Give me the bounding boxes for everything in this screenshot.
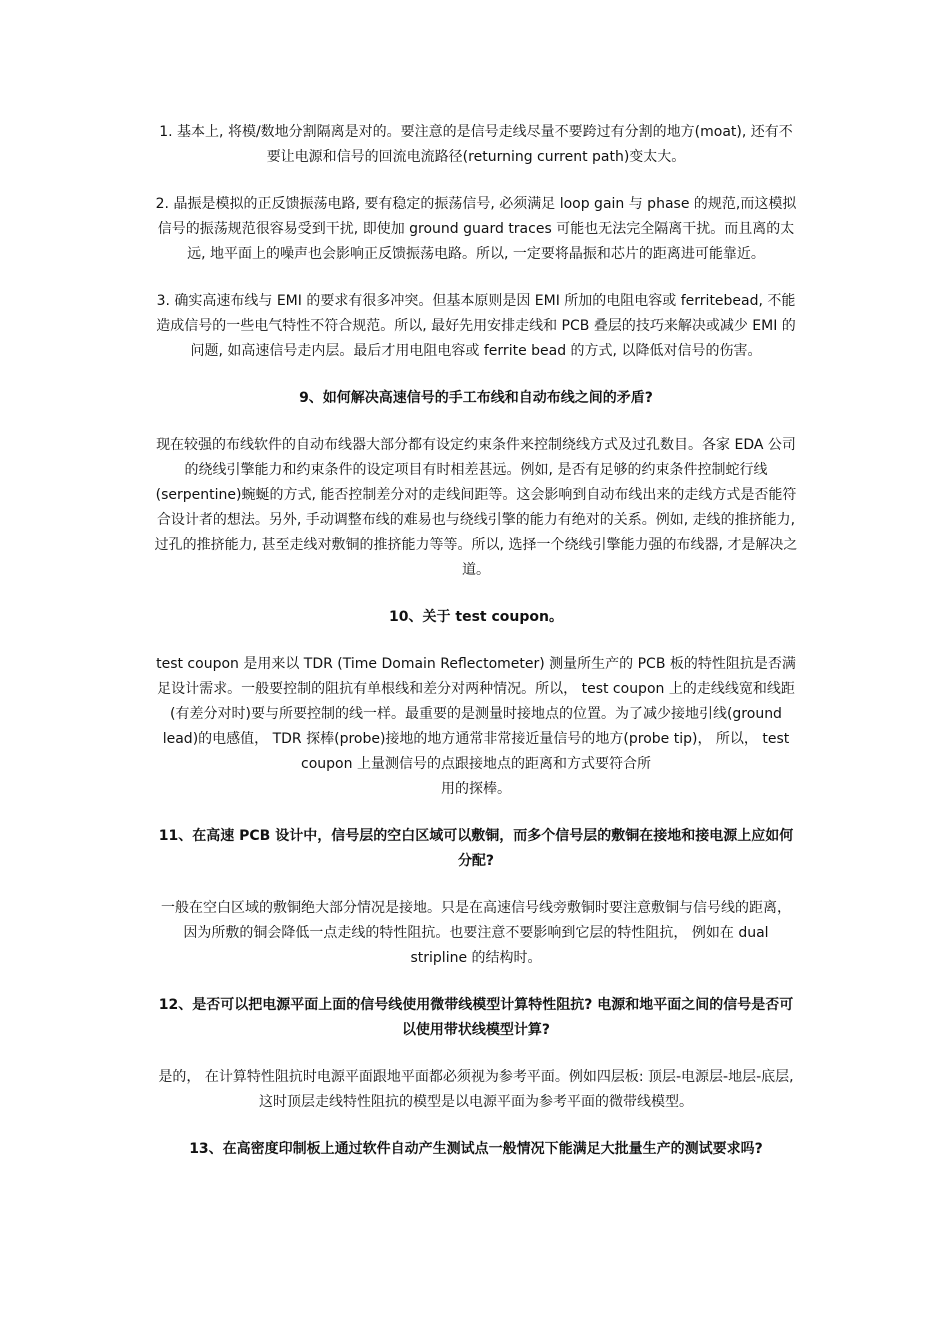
question-heading-9	[145, 386, 807, 411]
text-line: 足设计需求。一般要控制的阻抗有单根线和差分对两种情况。所以， test coupon 上的走线线宽和线距	[157, 681, 795, 697]
heading-line: 11、在高速 PCB 设计中，信号层的空白区域可以敷铜，而多个信号层的敷铜在接地和接电源上应如何	[158, 828, 794, 844]
text-line: lead)的电感值， TDR 探棒(probe)接地的地方通常非常接近量信号的地方(probe tip)， 所以， test	[162, 731, 790, 747]
text-line: 过孔的推挤能力, 甚至走线对敷铜的推挤能力等等。所以, 选择一个绕线引擎能力强的布线器, 才是解决之	[154, 537, 798, 553]
text-line: 这时顶层走线特性阻抗的模型是以电源平面为参考平面的微带线模型。	[259, 1094, 693, 1110]
document-page	[145, 120, 807, 1162]
text-line: test coupon 是用来以 TDR (Time Domain Reflectometer) 测量所生产的 PCB 板的特性阻抗是否满	[156, 656, 796, 672]
text-line: 1. 基本上, 将模/数地分割隔离是对的。要注意的是信号走线尽量不要跨过有分割的地方(moat), 还有不	[159, 124, 793, 140]
text-line: 要让电源和信号的回流电流路径(returning current path)变太大。	[266, 149, 686, 165]
text-line: 用的探棒。	[441, 781, 511, 797]
answer-paragraph-11	[145, 896, 807, 971]
question-heading-11	[145, 824, 807, 874]
heading-line: 9、如何解决高速信号的手工布线和自动布线之间的矛盾?	[299, 390, 653, 406]
text-line: 2. 晶振是模拟的正反馈振荡电路, 要有稳定的振荡信号, 必须满足 loop gain 与 phase 的规范,而这模拟	[155, 196, 797, 212]
text-line: 的绕线引擎能力和约束条件的设定项目有时相差甚远。例如, 是否有足够的约束条件控制蛇行线	[184, 462, 768, 478]
heading-line: 12、是否可以把电源平面上面的信号线使用微带线模型计算特性阻抗? 电源和地平面之间的信号是否可	[158, 997, 794, 1013]
question-heading-12	[145, 993, 807, 1043]
text-line: stripline 的结构时。	[410, 950, 542, 966]
heading-line: 分配?	[457, 853, 495, 869]
text-line: 3. 确实高速布线与 EMI 的要求有很多冲突。但基本原则是因 EMI 所加的电阻电容或 ferritebead, 不能	[156, 293, 796, 309]
paragraph-moat-grounding	[145, 120, 807, 170]
text-line: 是的， 在计算特性阻抗时电源平面跟地平面都必须视为参考平面。例如四层板: 顶层-电源层-地层-底层,	[158, 1069, 794, 1085]
heading-line: 以使用带状线模型计算?	[401, 1022, 551, 1038]
question-heading-10	[145, 605, 807, 630]
text-line: 一般在空白区域的敷铜绝大部分情况是接地。只是在高速信号线旁敷铜时要注意敷铜与信号线的距离，	[161, 900, 791, 916]
text-line: 道。	[462, 562, 490, 578]
answer-paragraph-10	[145, 652, 807, 802]
text-line: coupon 上量测信号的点跟接地点的距离和方式要符合所	[301, 756, 651, 772]
text-line: 因为所敷的铜会降低一点走线的特性阻抗。也要注意不要影响到它层的特性阻抗， 例如在 dual	[183, 925, 769, 941]
heading-line: 10、关于 test coupon。	[389, 609, 563, 625]
text-line: 远, 地平面上的噪声也会影响正反馈振荡电路。所以, 一定要将晶振和芯片的距离进可能靠近。	[187, 246, 765, 262]
answer-paragraph-12	[145, 1065, 807, 1115]
text-line: 现在较强的布线软件的自动布线器大部分都有设定约束条件来控制绕线方式及过孔数目。各家 EDA 公司	[156, 437, 796, 453]
text-line: 合设计者的想法。另外, 手动调整布线的难易也与绕线引擎的能力有绝对的关系。例如, 走线的推挤能力,	[156, 512, 796, 528]
text-line: 造成信号的一些电气特性不符合规范。所以, 最好先用安排走线和 PCB 叠层的技巧来解决或减少 EMI 的	[156, 318, 796, 334]
heading-line: 13、在高密度印制板上通过软件自动产生测试点一般情况下能满足大批量生产的测试要求吗?	[189, 1141, 763, 1157]
text-line: 信号的振荡规范很容易受到干扰, 即使加 ground guard traces 可能也无法完全隔离干扰。而且离的太	[157, 221, 795, 237]
answer-paragraph-9	[145, 433, 807, 583]
text-line: 问题, 如高速信号走内层。最后才用电阻电容或 ferrite bead 的方式, 以降低对信号的伤害。	[190, 343, 762, 359]
text-line: (serpentine)蜿蜒的方式, 能否控制差分对的走线间距等。这会影响到自动布线出来的走线方式是否能符	[155, 487, 797, 503]
paragraph-emi-routing	[145, 289, 807, 364]
text-line: (有差分对时)要与所要控制的线一样。最重要的是测量时接地点的位置。为了减少接地引线(ground	[170, 706, 782, 722]
paragraph-crystal-oscillator	[145, 192, 807, 267]
question-heading-13	[145, 1137, 807, 1162]
